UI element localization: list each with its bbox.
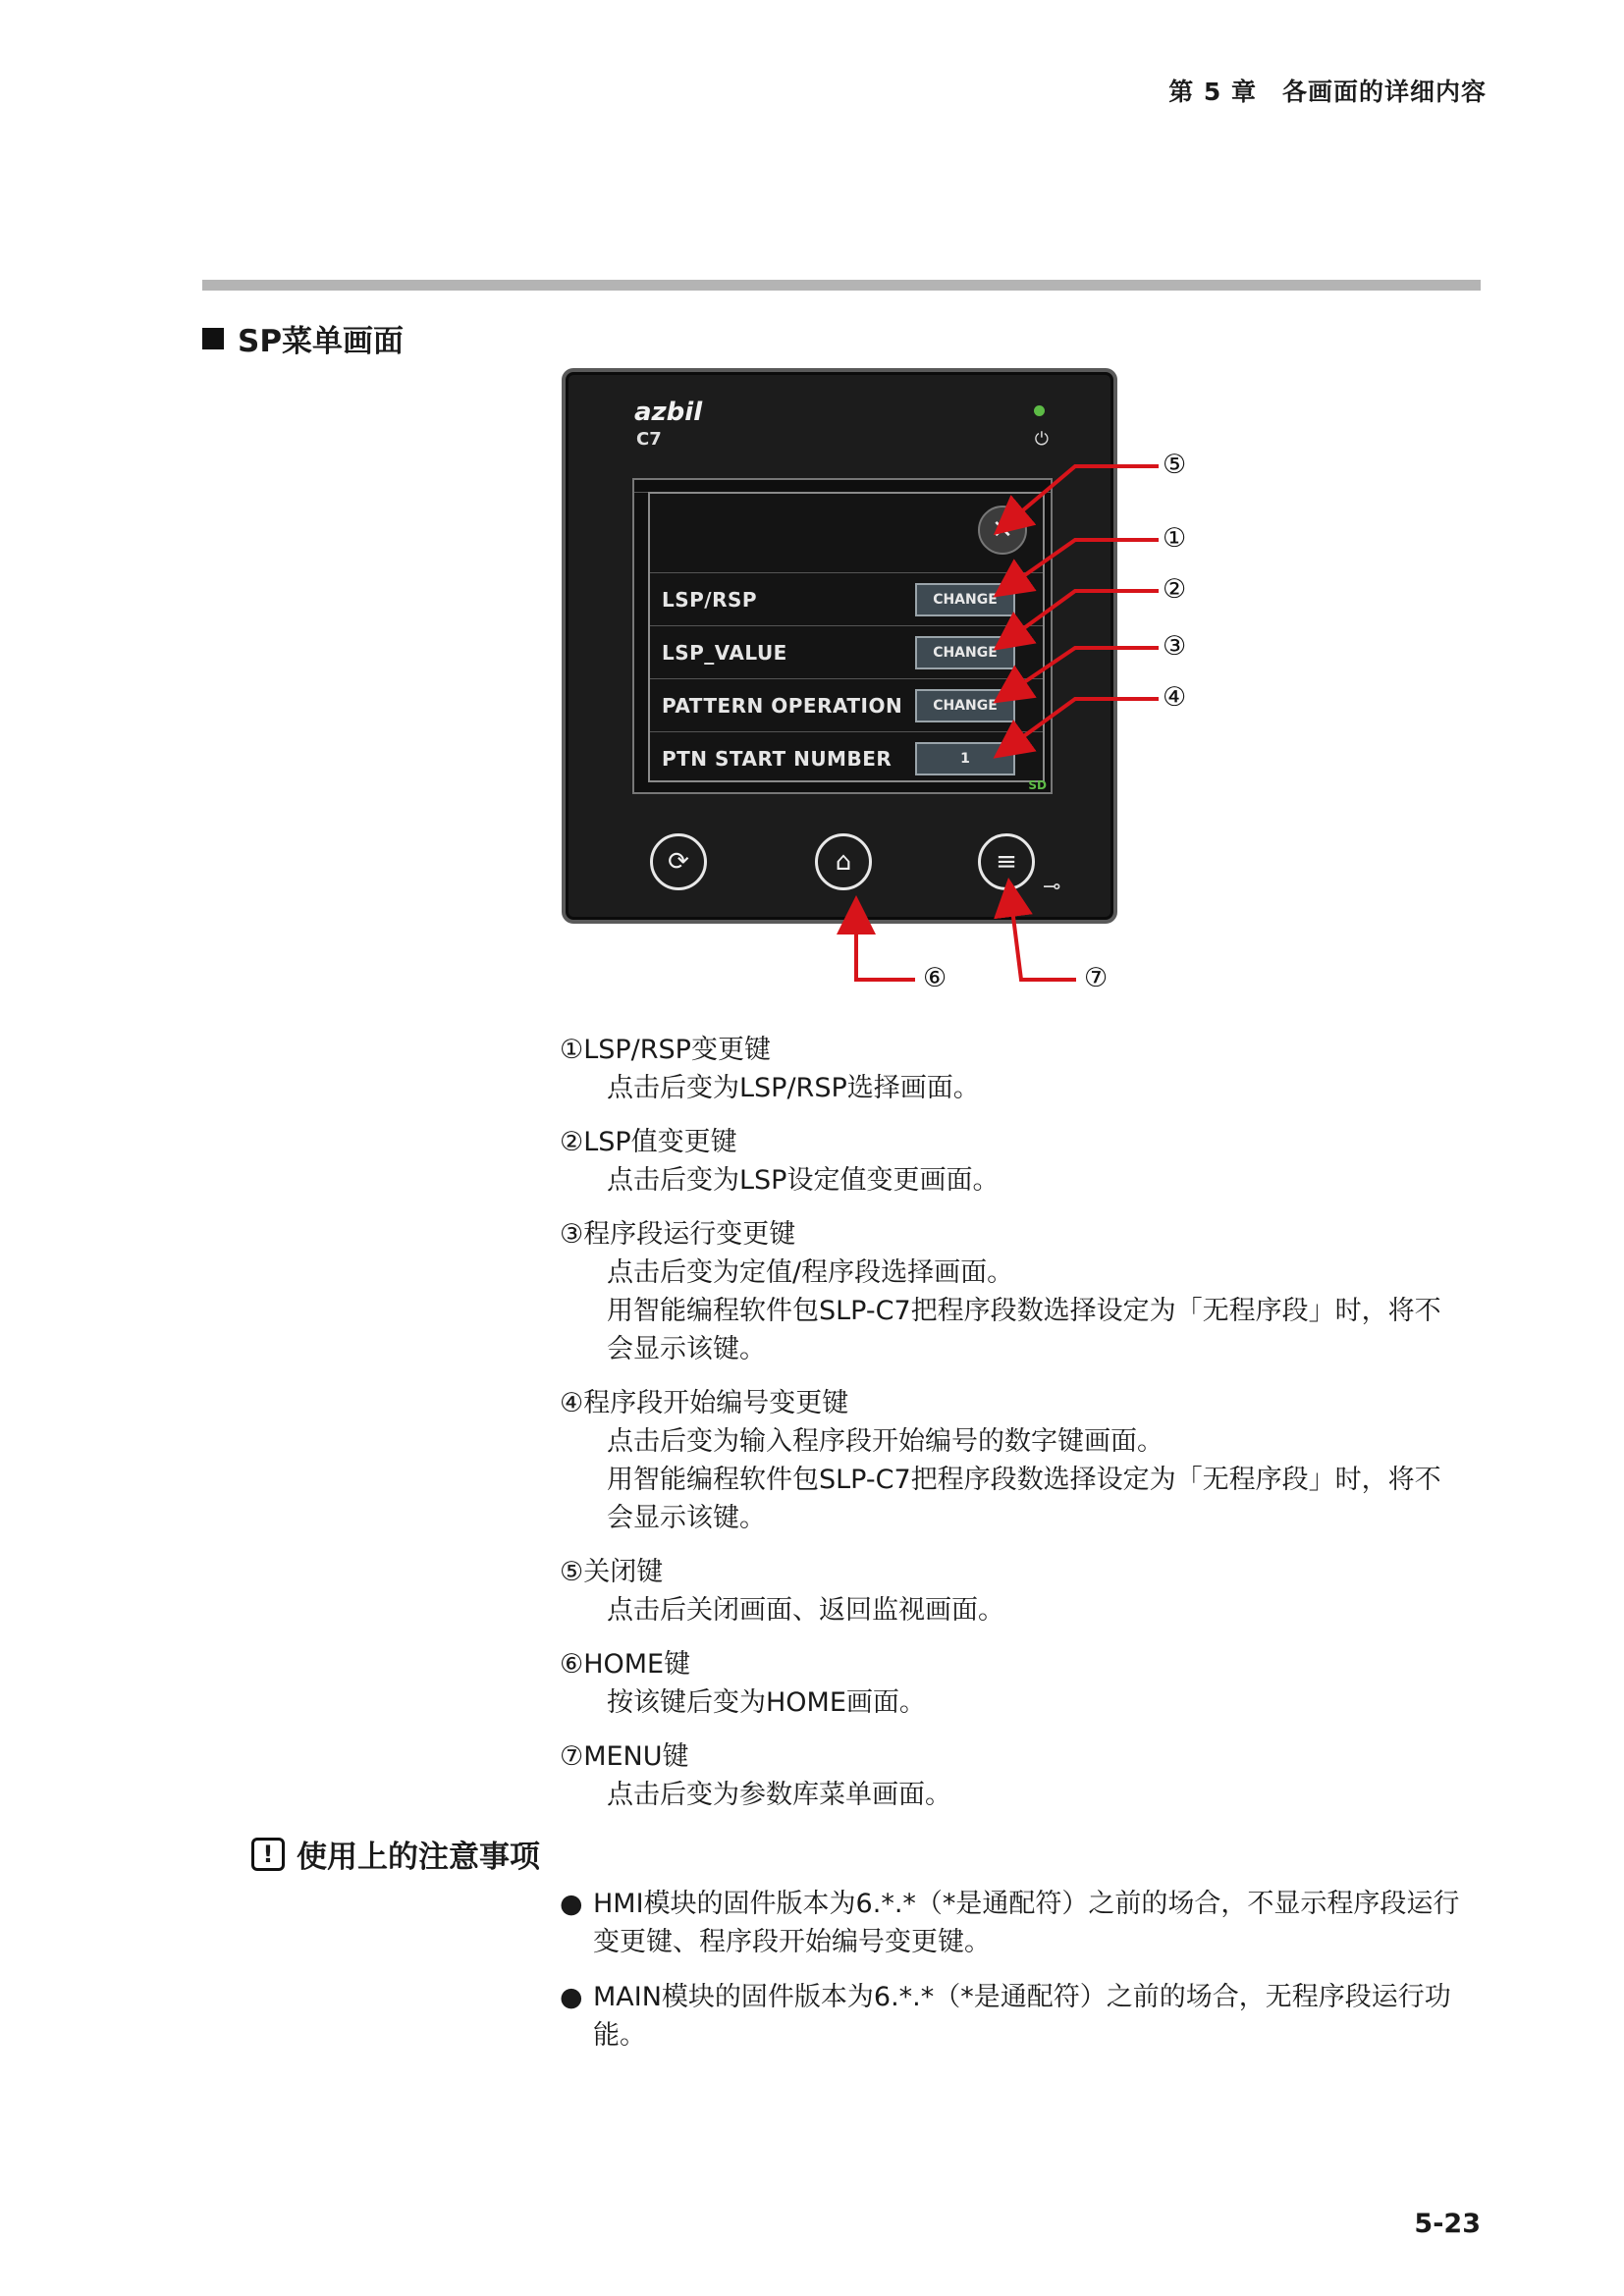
description-item <box>560 1123 1483 1200</box>
screen <box>632 478 1053 794</box>
callout-4: ④ <box>1163 682 1187 713</box>
menu-icon: ≡ <box>996 847 1017 877</box>
description-body: 按该键后变为HOME画面。 <box>607 1687 926 1718</box>
row-pattern-operation <box>650 678 1043 732</box>
description-body: 用智能编程软件包SLP-C7把程序段数选择设定为「无程序段」时，将不 <box>607 1465 1441 1495</box>
row-label: PTN START NUMBER <box>662 747 893 771</box>
chapter-header: 第 5 章 各画面的详细内容 <box>1168 78 1487 106</box>
section-title <box>202 316 404 360</box>
lsp-value-change-button[interactable]: CHANGE <box>915 636 1015 669</box>
row-lsp-value <box>650 625 1043 679</box>
caution-bullet <box>560 1885 1483 1961</box>
sp-menu-popup <box>648 492 1045 782</box>
row-ptn-start-number <box>650 731 1043 785</box>
bullet-line: MAIN模块的固件版本为6.*.*（*是通配符）之前的场合，无程序段运行功 <box>593 1982 1451 2012</box>
lsp-rsp-change-button[interactable]: CHANGE <box>915 583 1015 616</box>
page-number: 5-23 <box>1414 2209 1481 2239</box>
callout-7: ⑦ <box>1084 963 1109 993</box>
caution-bullet <box>560 1978 1483 2055</box>
description-head: ①LSP/RSP变更键 <box>560 1035 771 1065</box>
bullet-line: HMI模块的固件版本为6.*.*（*是通配符）之前的场合，不显示程序段运行 <box>593 1889 1460 1919</box>
bullet-text <box>593 1885 1459 1961</box>
description-body: 点击后变为参数库菜单画面。 <box>607 1780 951 1810</box>
description-head: ⑦MENU键 <box>560 1741 689 1772</box>
row-lsp-rsp <box>650 572 1043 626</box>
callout-3: ③ <box>1163 631 1187 662</box>
bullet-text <box>593 1978 1451 2055</box>
description-body: 会显示该键。 <box>607 1503 766 1533</box>
description-item <box>560 1031 1483 1107</box>
brand-logo: azbil <box>634 398 703 427</box>
home-icon: ⌂ <box>835 847 852 877</box>
row-label: LSP_VALUE <box>662 641 787 665</box>
description-body: 点击后变为LSP设定值变更画面。 <box>607 1165 1000 1196</box>
caution-title <box>251 1832 540 1876</box>
pattern-operation-change-button[interactable]: CHANGE <box>915 689 1015 722</box>
square-bullet-icon <box>202 328 224 349</box>
power-icon: ⏻ <box>1034 429 1049 450</box>
description-body: 点击后变为LSP/RSP选择画面。 <box>607 1073 980 1103</box>
bullet-line: 能。 <box>593 2020 646 2051</box>
callout-5: ⑤ <box>1163 450 1187 480</box>
bullet-line: 变更键、程序段开始编号变更键。 <box>593 1927 991 1957</box>
ptn-start-number-button[interactable]: 1 <box>915 742 1015 775</box>
close-icon: ✕ <box>992 515 1013 545</box>
top-rule <box>202 280 1481 291</box>
caution-title-text: 使用上的注意事项 <box>297 1840 540 1875</box>
model-label: C7 <box>636 429 662 450</box>
description-item <box>560 1645 1483 1722</box>
key-icon: ⊸ <box>1043 875 1061 899</box>
close-button[interactable] <box>978 506 1027 555</box>
bullet-dot-icon: ● <box>560 1982 583 2012</box>
description-head: ②LSP值变更键 <box>560 1127 737 1157</box>
refresh-icon: ⟳ <box>668 847 689 877</box>
description-head: ④程序段开始编号变更键 <box>560 1388 849 1418</box>
description-head: ⑤关闭键 <box>560 1557 664 1587</box>
bullet-dot-icon: ● <box>560 1889 583 1919</box>
description-item <box>560 1737 1483 1814</box>
description-body: 用智能编程软件包SLP-C7把程序段数选择设定为「无程序段」时，将不 <box>607 1296 1441 1326</box>
description-head: ⑥HOME键 <box>560 1649 691 1680</box>
status-led <box>1034 405 1045 416</box>
callout-2: ② <box>1163 574 1187 605</box>
description-body: 会显示该键。 <box>607 1334 766 1364</box>
description-item <box>560 1215 1483 1368</box>
description-head: ③程序段运行变更键 <box>560 1219 796 1250</box>
description-item <box>560 1553 1483 1629</box>
description-body: 点击后变为输入程序段开始编号的数字键画面。 <box>607 1426 1164 1457</box>
description-item <box>560 1384 1483 1537</box>
home-button[interactable] <box>815 833 872 890</box>
description-body: 点击后关闭画面、返回监视画面。 <box>607 1595 1004 1626</box>
sd-badge: SD <box>1028 778 1047 792</box>
callout-1: ① <box>1163 523 1187 554</box>
description-body: 点击后变为定值/程序段选择画面。 <box>607 1257 1014 1288</box>
refresh-button[interactable] <box>650 833 707 890</box>
section-title-text: SP菜单画面 <box>238 324 405 359</box>
menu-button[interactable] <box>978 833 1035 890</box>
callout-6: ⑥ <box>923 963 947 993</box>
warning-icon: ! <box>251 1838 285 1871</box>
row-label: LSP/RSP <box>662 588 758 612</box>
row-label: PATTERN OPERATION <box>662 694 903 718</box>
controller-device <box>562 368 1117 924</box>
